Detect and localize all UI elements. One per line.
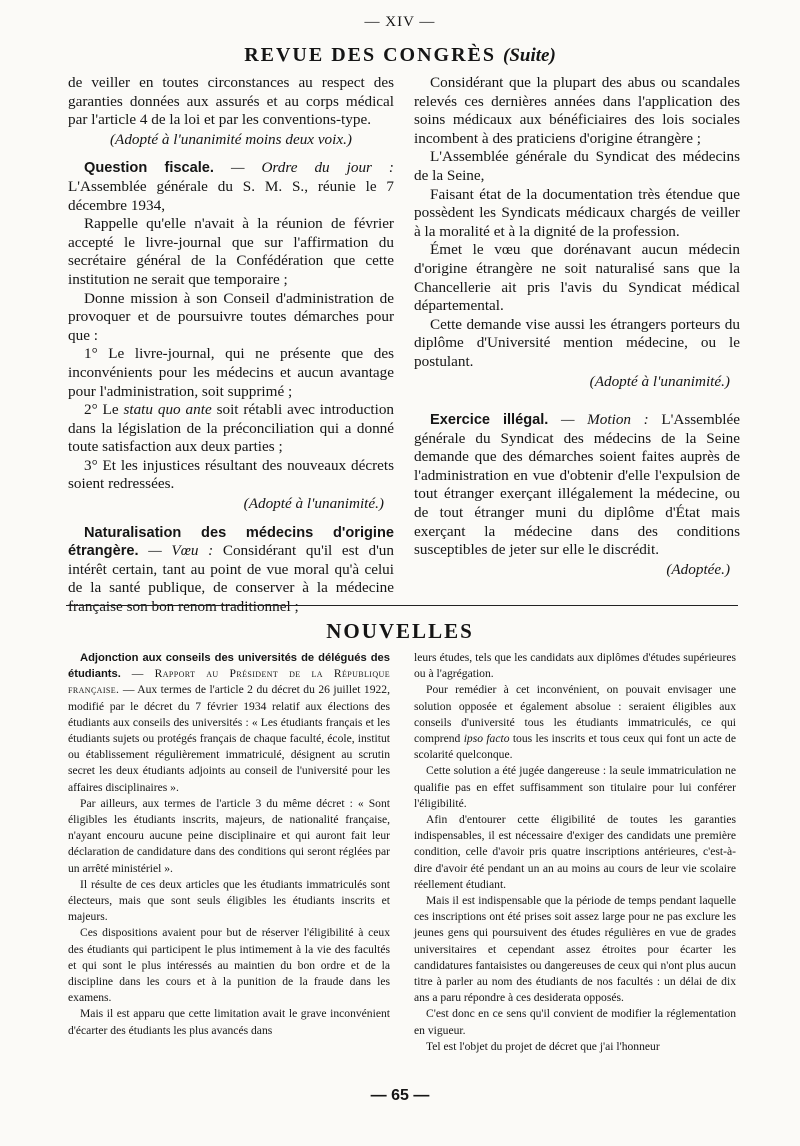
text-run: Pour remédier à cet inconvénient, on pouvait envisager une solution opposée et également absolue : seraient éligibles aux conseils d'université tous les étudiants immatriculés, ce qui comprend [414,683,736,746]
paragraph: L'Assemblée générale du Syndicat des médecins de la Seine demande que des démarches soient faites auprès de l'administration en vue d'obtenir d'elle l'expulsion de tout étranger exerçant illégalement la médecine, ou de tout étranger muni du diplôme d'État mais exerçant la médecine dans des conditions susceptibles de jeter sur elle le discrédit. [414,411,741,559]
lower-right-column [414,650,736,1090]
rapport-label: — Rapport au Président de la République française. [68,667,390,697]
italic-run: statu quo ante [123,401,212,419]
upper-right-column [414,74,740,604]
paragraph: Considérant qu'il est d'un intérêt certain, tant au point de vue moral qu'à celui de la santé publique, de conserver à la médecine française son bon renom traditionnel ; [68,542,394,616]
paragraph: Par ailleurs, aux termes de l'article 3 du même décret : « Sont éligibles les étudiants inscrits, majeurs, de nationalité française, n'ayant encouru aucune peine disciplinaire et qui auront fait leur déclaration de candidature dans des conditions qui seront réglées par un arrêté ministériel ». [68,796,390,875]
text-run: soit rétabli avec introduction dans la législation de la préconciliation qui a donné toute satisfaction aux deux parties ; [68,401,395,456]
paragraph: Faisant état de la documentation très étendue que possèdent les Syndicats médicaux chargés de veiller à la moralité et à la dignité de la profession. [414,185,740,240]
upper-left-column [68,74,395,616]
order-label: — Ordre du jour : [213,159,394,177]
adoption-note: (Adopté à l'unanimité.) [243,495,384,513]
page-number: — 65 — [370,1087,430,1104]
section-heading: Question fiscale. [84,160,214,177]
running-title-text: REVUE DES CONGRÈS [244,44,497,66]
adoption-note: (Adoptée.) [666,560,730,578]
text-run: — Aux termes de l'article 2 du décret du 26 juillet 1922, modifié par le décret du 7 février 1934 relatif aux élections des étudiants aux conseils des universités : « Les étudiants français et les étudiants sujets ou protégés français de chaque faculté, école, institut ou établissement régulièrement immatriculé, désignent au scrutin secret les deux étudiants adjoints au conseil de l'université pour les affaires disciplinaires ». [68,683,390,794]
paragraph: Cette solution a été jugée dangereuse : la seule immatriculation ne qualifie pas en effet suffisamment son titulaire pour lui conférer l'éligibilité. [414,764,736,810]
paragraph: C'est donc en ce sens qu'il convient de modifier la réglementation en vigueur. [414,1007,736,1037]
section-divider [66,605,738,606]
paragraph: Mais il est indispensable que la période de temps pendant laquelle ces inscriptions ont été prises soit assez large pour ne pas exclure les jeunes gens qui poursuivent des études régulières en vue de grades universitaires et cependant assez étroites pour écarter les candidatures fantaisistes ou dangereuses de ceux qui n'ont plus aucun titre à parler au nom des étudiants de nos facultés : un délai de dix ans a paru répondre à ces desiderata opposés. [414,894,736,1005]
section-naturalisation [68,524,394,617]
upper-section [68,74,741,616]
section-fiscale [68,159,394,215]
paragraph: L'Assemblée générale du Syndicat des médecins de la Seine, [414,148,740,184]
nouvelles-heading: NOUVELLES [326,619,474,643]
section-heading: Exercice illégal. [430,412,549,429]
paragraph: Cette demande vise aussi les étrangers porteurs du diplôme d'Université mention médecine, ou le postulant. [414,315,740,370]
paragraph: de veiller en toutes circonstances au respect des garanties données aux assurés et au corps médical par l'article 4 de la loi et par les conventions-type. [68,74,394,129]
paragraph: L'Assemblée générale du S. M. S., réunie le 7 décembre 1934, [68,177,394,214]
italic-run: ipso facto [463,732,510,746]
lower-left-column [68,650,390,1090]
running-title [0,44,800,67]
adoption-note: (Adopté à l'unanimité.) [589,372,730,390]
paragraph: Donne mission à son Conseil d'administration de provoquer et de poursuivre toutes démarches pour que : [68,289,394,344]
text-run: tous les inscrits et tous ceux qui font un acte de scolarité quelconque. [414,732,736,762]
folio-roman-numeral: — XIV — [364,14,436,30]
running-title-suite: (Suite) [503,45,556,66]
motion-label: — Motion : [548,411,662,429]
voeu-label: — Vœu : [138,542,223,560]
paragraph: Tel est l'objet du projet de décret que j'ai l'honneur [426,1039,660,1053]
lower-section [68,650,736,1090]
section-exercice-illegal [414,411,740,560]
paragraph: Ces dispositions avaient pour but de réserver l'éligibilité à ceux des étudiants qui participent le plus intimement à la vie des facultés et qui sont le plus intéressés au maintien du bon ordre et de la discipline dans les cours et à la punition de la fraude dans les examens. [68,926,390,1005]
paragraph: Mais il est apparu que cette limitation avait le grave inconvénient d'écarter des étudiants les plus avancés dans [68,1007,390,1037]
paragraph: Émet le vœu que dorénavant aucun médecin d'origine étrangère ne soit naturalisé sans que la Chancellerie ait pris l'avis du Syndicat médical départemental. [414,241,740,315]
text-run: 2° Le [84,401,124,419]
paragraph: Il résulte de ces deux articles que les étudiants immatriculés sont électeurs, mais que sont seuls éligibles les étudiants inscrits et majeurs. [68,877,390,924]
paragraph: Rappelle qu'elle n'avait à la réunion de février accepté le livre-journal que sur l'affirmation du secrétaire général de la Confédération que cette institution ne serait que temporaire ; [68,215,394,288]
article-heading: Adjonction aux conseils des universités de délégués des étudiants. [68,652,390,681]
paragraph: Afin d'entourer cette éligibilité de toutes les garanties indispensables, il est nécessaire d'exiger des candidats une première condition, celle d'avoir pris quatre inscriptions antérieures, c'est-à-dire d'avoir été pendant un an au moins au cours de leur vie scolaire réellement étudiant. [414,813,736,891]
adoption-note: (Adopté à l'unanimité moins deux voix.) [110,130,352,148]
paragraph: leurs études, tels que les candidats aux diplômes d'études supérieures ou à l'agrégation. [414,651,736,681]
paragraph: 1° Le livre-journal, qui ne présente que des inconvénients pour les médecins et aucun avantage pour l'administration, soit supprimé ; [68,345,394,400]
paragraph [68,401,394,457]
section-heading: Naturalisation des médecins d'origine étrangère. [68,524,394,560]
paragraph: Considérant que la plupart des abus ou scandales relevés ces dernières années dans l'application des soins médicaux aux bénéficiaires des lois sociales incombent à des praticiens d'origine étrangère ; [414,74,740,147]
paragraph [414,682,736,763]
paragraph: 3° Et les injustices résultant des nouveaux décrets soient redressées. [68,456,394,493]
paragraph [68,650,390,796]
